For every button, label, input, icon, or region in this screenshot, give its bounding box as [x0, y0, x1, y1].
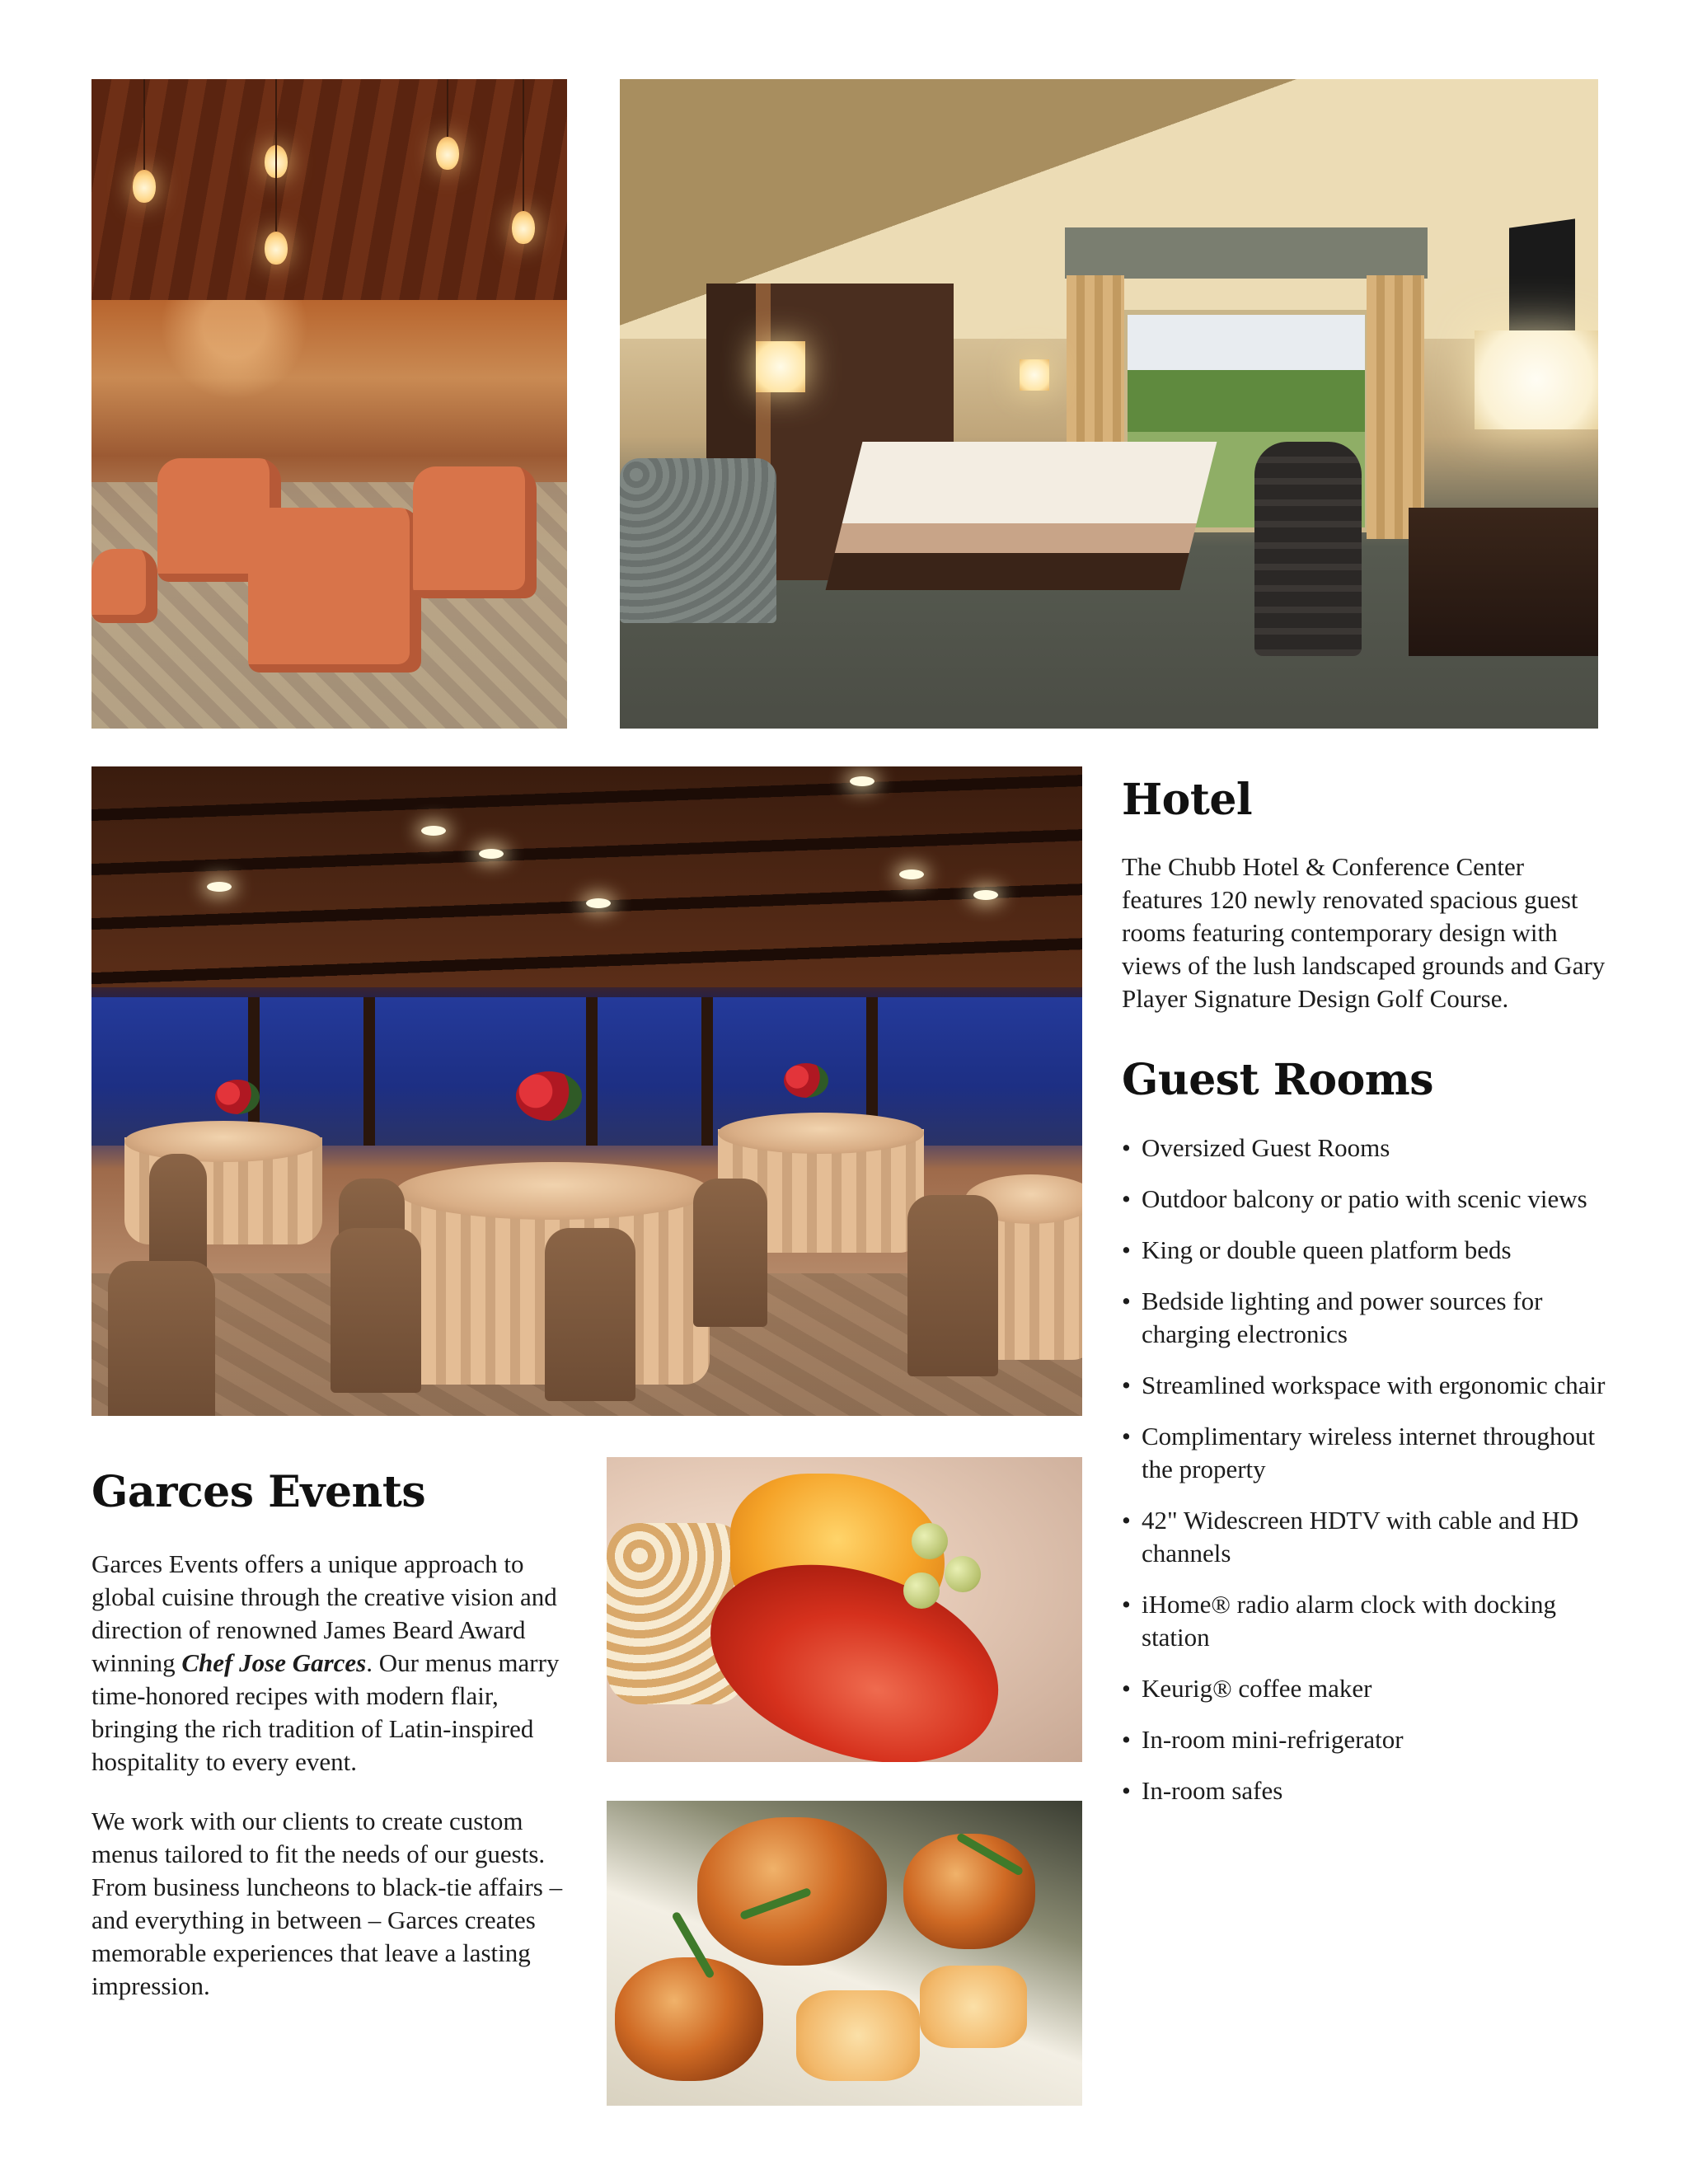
amenity-item — [1122, 1132, 1608, 1165]
lounge-photo — [91, 79, 567, 729]
wall-lamp — [756, 341, 805, 392]
window-valance — [1065, 227, 1428, 279]
lounge-ceiling — [91, 79, 567, 300]
amenity-item — [1122, 1420, 1608, 1486]
scallop — [615, 1957, 763, 2081]
flower-centerpiece — [516, 1071, 582, 1121]
amenity-item — [1122, 1672, 1608, 1705]
chef-name: Chef Jose Garces — [181, 1648, 367, 1678]
bullet-icon: • — [1122, 1183, 1131, 1213]
pea — [903, 1572, 940, 1609]
pea — [945, 1556, 981, 1592]
banquet-chair — [545, 1228, 635, 1401]
banquet-chair — [149, 1154, 207, 1277]
banquet-chair — [907, 1195, 998, 1376]
citrus-segment — [920, 1966, 1027, 2048]
bullet-icon: • — [1122, 1286, 1131, 1315]
bullet-icon: • — [1122, 1235, 1131, 1264]
amenity-item — [1122, 1504, 1608, 1570]
pendant-lamp — [436, 137, 459, 170]
garces-paragraph-2: We work with our clients to create custom menus tailored to fit the needs of our guests. From business luncheons to black-tie affairs – and everything in between – Garces creates memorable experiences that leave a lasting impression. — [91, 1807, 563, 2001]
banquet-chair — [693, 1179, 767, 1327]
ceiling-light — [586, 898, 611, 908]
ceiling-light — [973, 890, 998, 900]
lounge-chair — [248, 508, 421, 673]
flower-centerpiece — [784, 1063, 828, 1098]
window-mullion — [586, 997, 598, 1146]
pendant-lamp — [265, 232, 288, 265]
ceiling-light — [850, 776, 874, 786]
ceiling-light — [479, 849, 504, 859]
amenity-item — [1122, 1774, 1608, 1807]
amenity-text: In-room safes — [1142, 1775, 1283, 1805]
round-table — [718, 1113, 924, 1154]
amenity-item — [1122, 1369, 1608, 1402]
window-mullion — [701, 997, 713, 1146]
banquet-chair — [331, 1228, 421, 1393]
wall-tv — [1509, 218, 1575, 343]
garces-p1-text: . Our menus marry time-honored recipes with modern flair, bringing the rich tradition of Latin-inspired hospitality to every event. — [91, 1648, 560, 1777]
pendant-lamp — [512, 211, 535, 244]
round-table — [124, 1121, 322, 1162]
amenity-text: Bedside lighting and power sources for charging electronics — [1142, 1286, 1543, 1348]
ceiling-beams — [91, 766, 1082, 987]
pendant-lamp — [133, 170, 156, 203]
citrus-segment — [796, 1990, 920, 2081]
amenity-text: In-room mini-refrigerator — [1142, 1724, 1404, 1754]
banquet-photo — [91, 766, 1082, 1416]
amenity-text: 42" Widescreen HDTV with cable and HD channels — [1142, 1505, 1579, 1568]
amenity-text: Oversized Guest Rooms — [1142, 1132, 1390, 1162]
amenity-item — [1122, 1588, 1608, 1654]
amenity-item — [1122, 1183, 1608, 1216]
armchair — [620, 458, 776, 623]
amenity-item — [1122, 1234, 1608, 1267]
garces-section — [91, 1467, 570, 2029]
lounge-chair — [91, 549, 157, 623]
bullet-icon: • — [1122, 1132, 1131, 1162]
amenity-text: King or double queen platform beds — [1142, 1235, 1512, 1264]
scallop — [697, 1817, 887, 1966]
amenity-item — [1122, 1285, 1608, 1351]
amenity-text: Complimentary wireless internet throughout the property — [1142, 1421, 1596, 1483]
bullet-icon: • — [1122, 1775, 1131, 1805]
garces-p1-text: Garces Events offers a unique approach to global cuisine through the creative vision and direction of renowned James Beard Award winning — [91, 1549, 557, 1678]
bed — [826, 442, 1217, 590]
lounge-chair — [413, 466, 537, 598]
amenity-text: Keurig® coffee maker — [1142, 1673, 1372, 1703]
pea — [912, 1523, 948, 1559]
ceiling-light — [899, 869, 924, 879]
bullet-icon: • — [1122, 1589, 1131, 1619]
desk-lamp — [1475, 330, 1598, 429]
garces-paragraph-1 — [91, 1548, 570, 1779]
hotel-room-photo — [620, 79, 1598, 729]
amenities-list — [1122, 1132, 1608, 1807]
ceiling-light — [421, 826, 446, 836]
salad-photo — [607, 1457, 1082, 1762]
flower-centerpiece — [215, 1080, 260, 1114]
hotel-section — [1122, 775, 1608, 1825]
amenity-text: Outdoor balcony or patio with scenic views — [1142, 1183, 1587, 1213]
banquet-chair — [108, 1261, 215, 1416]
window-mullion — [363, 997, 375, 1146]
scallop — [903, 1834, 1035, 1949]
scallops-photo — [607, 1801, 1082, 2106]
amenity-text: iHome® radio alarm clock with docking station — [1142, 1589, 1557, 1652]
bullet-icon: • — [1122, 1724, 1131, 1754]
bullet-icon: • — [1122, 1673, 1131, 1703]
wall-lamp — [1020, 359, 1049, 391]
ceiling-light — [207, 882, 232, 892]
round-table — [396, 1162, 710, 1220]
bullet-icon: • — [1122, 1421, 1131, 1451]
garces-heading: Garces Events — [91, 1467, 426, 1517]
amenity-item — [1122, 1723, 1608, 1756]
bullet-icon: • — [1122, 1505, 1131, 1535]
amenity-text: Streamlined workspace with ergonomic chair — [1142, 1370, 1606, 1399]
desk — [1409, 508, 1598, 656]
ergonomic-chair — [1254, 442, 1362, 656]
hotel-description: The Chubb Hotel & Conference Center features 120 newly renovated spacious guest rooms featuring contemporary design with views of the lush landscaped grounds and Gary Player Signature Design Golf Course. — [1122, 852, 1606, 1014]
hotel-heading: Hotel — [1122, 775, 1253, 825]
curtain — [1367, 275, 1424, 539]
guest-rooms-heading: Guest Rooms — [1122, 1055, 1434, 1106]
bullet-icon: • — [1122, 1370, 1131, 1399]
